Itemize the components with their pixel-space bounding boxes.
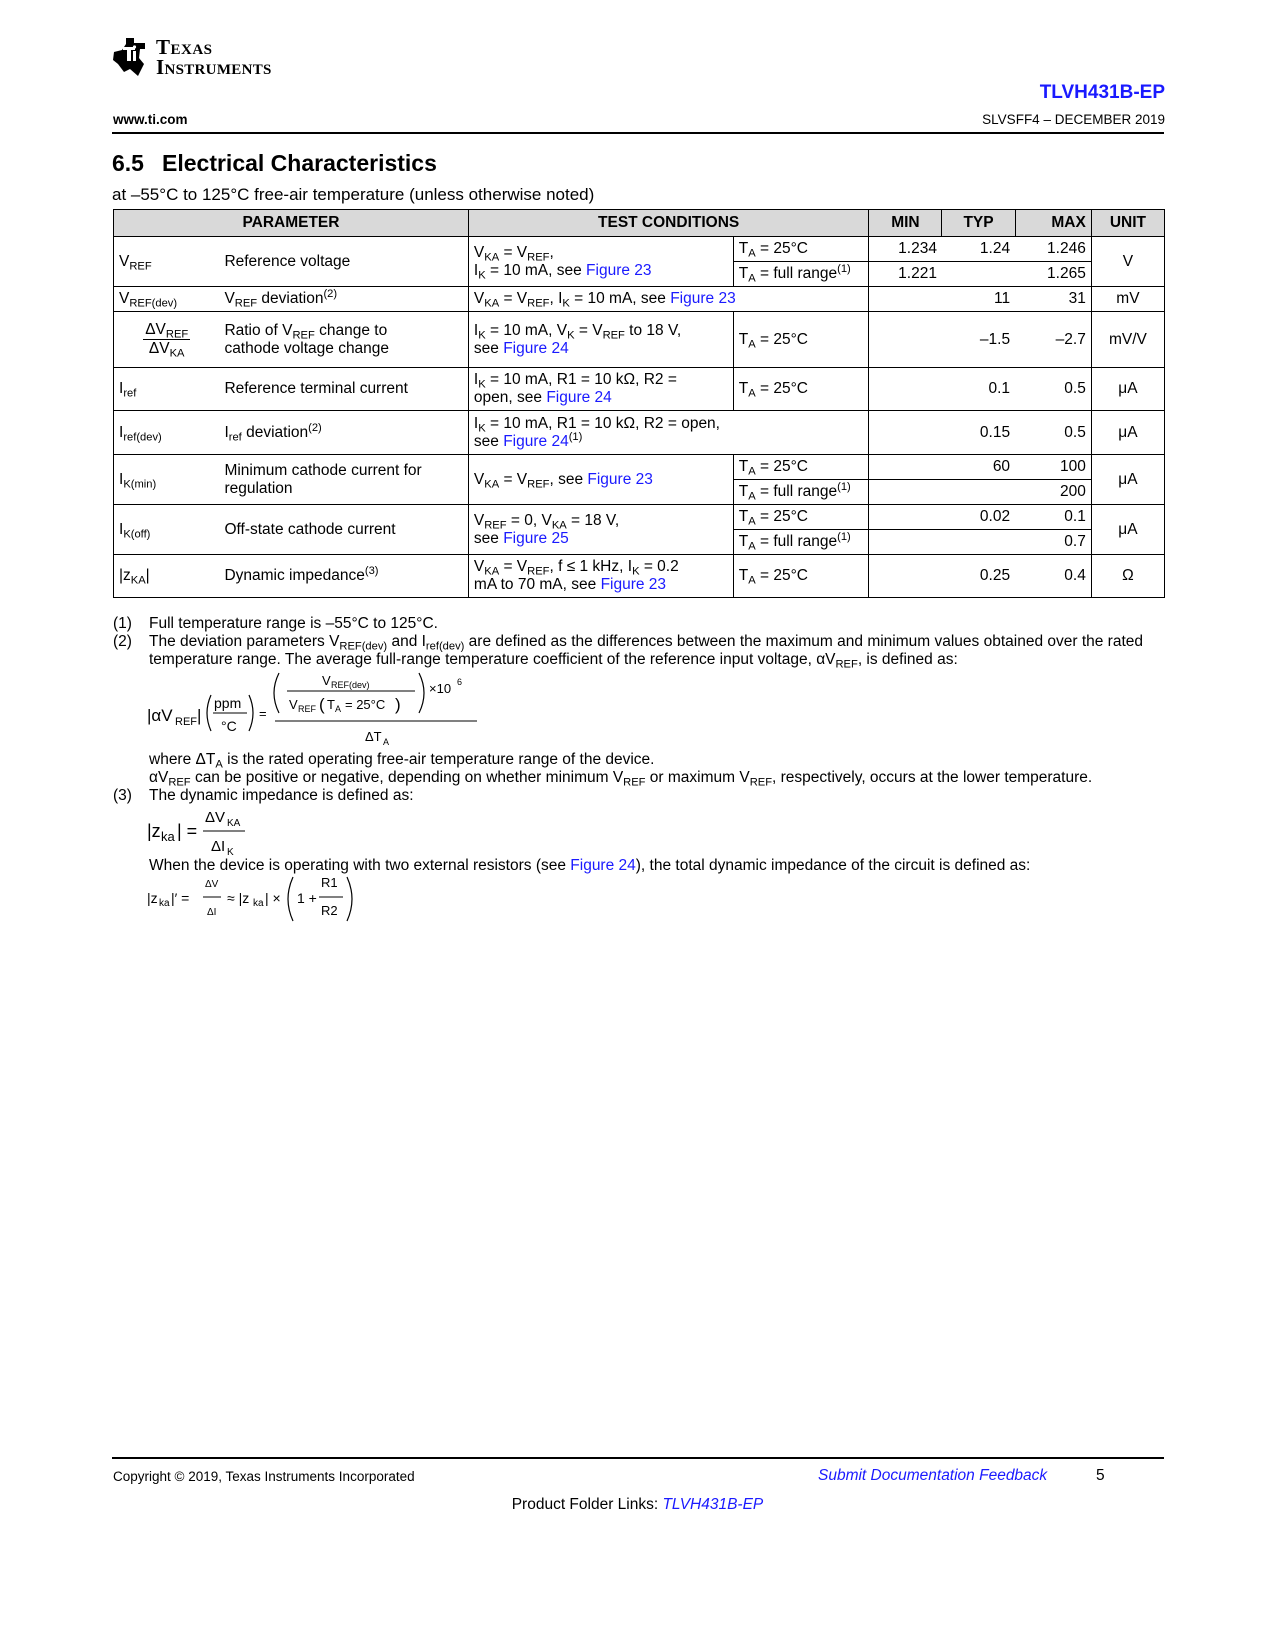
total-impedance-formula (147, 875, 367, 923)
table-header-row (114, 210, 1165, 237)
max-value: 1.246 (1015, 237, 1091, 262)
svg-text:A: A (335, 704, 342, 714)
figure-24-link[interactable]: Figure 24 (503, 432, 569, 450)
svg-text:= 25°C: = 25°C (345, 697, 386, 712)
ta-value: full range (773, 533, 838, 550)
typ-value: 0.02 (942, 505, 1015, 530)
typ-value (942, 530, 1015, 555)
table-row (114, 287, 1165, 312)
temp-condition: $T_A = 25^\circ C$ (733, 555, 869, 598)
param-desc-line1: Minimum cathode current for (224, 461, 422, 479)
figure-23-link[interactable]: Figure 23 (670, 290, 736, 307)
svg-text:ΔV: ΔV (205, 879, 219, 890)
ta-value: 25°C (773, 567, 808, 584)
svg-text:V: V (322, 673, 331, 688)
svg-text:|z: |z (147, 890, 158, 906)
note-3-title: The dynamic impedance is defined as: (149, 787, 414, 804)
feedback-link[interactable]: Submit Documentation Feedback (818, 1467, 1048, 1484)
svg-text:ka: ka (253, 898, 264, 909)
param-desc-line2: regulation (224, 479, 293, 497)
max-value: 1.265 (1015, 262, 1091, 287)
param-desc: Ratio of $V_{REF}$ change to cathode voltage change (219, 312, 468, 368)
section-title-text: Electrical Characteristics (162, 150, 437, 176)
product-folder-link[interactable]: TLVH431B-EP (662, 1496, 764, 1513)
svg-text:ΔI: ΔI (207, 907, 217, 918)
svg-text:REF: REF (175, 716, 197, 728)
max-value: 100 (1015, 455, 1091, 480)
param-desc: Off-state cathode current (219, 505, 468, 555)
note-3-text-pre: When the device is operating with two external resistors (see (149, 857, 571, 874)
svg-text:6: 6 (457, 677, 463, 687)
svg-text:(: ( (319, 695, 325, 714)
test-condition: $I_K = 10$ mA, R1 = 10 kΩ, R2 = open, see Figure 24$^{(1)}$ (468, 411, 868, 455)
unit-value: μA (1091, 368, 1164, 411)
header-test-conditions: TEST CONDITIONS (468, 210, 868, 237)
note-2: (2) The deviation parameters $V_{REF(dev)}$ and $I_{ref(dev)}$ are defined as the differences between the maximum and minimum values obtained over the rated temperature range. The average full-range temperature coefficient of the reference input voltage, $\alpha V_{REF}$, is defined as: |αV REF | ppm °C = V REF(dev) V REF ( T A = 25°C ) ×10 6 ΔT A where $\Delta T_A$ is the rated operating free-air temperature range of the device. $\alpha V_{REF}$ can be positive or negative, depending on whether minimum $V_{REF}$ or maximum $V_{REF}$, respectively, occurs at the lower temperature. (113, 633, 1173, 787)
test-condition: $I_K = 10$ mA, R1 = 10 kΩ, R2 = open, see Figure 24 (468, 368, 733, 411)
param-desc-text: deviation (246, 423, 309, 441)
test-condition: $I_K = 10$ mA, $V_K = V_{REF}$ to 18 V, see Figure 24 (468, 312, 733, 368)
section-title (112, 150, 437, 177)
svg-text:V: V (289, 697, 298, 712)
svg-text:|z: |z (147, 821, 161, 841)
table-row (114, 312, 1165, 368)
table-row (114, 368, 1165, 411)
svg-text:T: T (327, 697, 335, 712)
param-desc-text: Dynamic impedance (224, 567, 365, 584)
test-condition: $V_{KA} = V_{REF}$, see Figure 23 (468, 455, 733, 505)
temp-condition: $T_A = 25^\circ C$ (733, 312, 869, 368)
max-value: 0.7 (1015, 530, 1091, 555)
figure-24-link[interactable]: Figure 24 (546, 389, 612, 406)
typ-value: –1.5 (942, 312, 1015, 368)
svg-text:): ) (395, 695, 401, 714)
test-condition: $V_{KA} = V_{REF}$, f ≤ 1 kHz, $I_K = 0.2$ mA to 70 mA, see Figure 23 (468, 555, 733, 598)
min-value: 1.221 (869, 262, 942, 287)
unit-value: μA (1091, 505, 1164, 555)
svg-text:|′ =: |′ = (171, 890, 190, 906)
param-desc-line2: cathode voltage change (224, 339, 390, 357)
param-symbol: $\frac{\Delta V_{REF}}{\Delta V_{KA}}$ (114, 312, 220, 368)
svg-text:×10: ×10 (429, 681, 452, 696)
ta-value: 25°C (773, 508, 808, 525)
table-row (114, 555, 1165, 598)
svg-text:|αV: |αV (147, 706, 173, 725)
ta-value: full range (773, 483, 838, 500)
param-symbol: $I_{ref}$ (114, 368, 220, 411)
param-desc: $V_{REF}$ deviation$^{(2)}$ (219, 287, 468, 312)
page-number: 5 (1096, 1467, 1105, 1484)
ta-value: full range (773, 265, 838, 282)
table-row (114, 411, 1165, 455)
header-parameter: PARAMETER (114, 210, 469, 237)
unit-value: V (1091, 237, 1164, 287)
note-2-sign: $\alpha V_{REF}$ can be positive or negative, depending on whether minimum $V_{REF}$ or maximum $V_{REF}$, respectively, occurs at the lower temperature. (149, 769, 1093, 789)
header-min: MIN (869, 210, 942, 237)
ti-logo-icon (112, 36, 150, 78)
table-row (114, 237, 1165, 262)
param-symbol: $V_{REF(dev)}$ (114, 287, 220, 312)
param-symbol: $I_{K(off)}$ (114, 505, 220, 555)
table-row (114, 505, 1165, 530)
svg-text:ΔV: ΔV (205, 809, 226, 826)
brand-line2: Instruments (156, 55, 272, 79)
temp-condition: $T_A = 25^\circ C$ (733, 505, 869, 530)
svg-text:°C: °C (221, 718, 237, 734)
max-value: 0.5 (1015, 368, 1091, 411)
min-value (869, 312, 942, 368)
header-typ: TYP (942, 210, 1015, 237)
note-2-where-text: is the rated operating free-air temperature range of the device. (227, 751, 655, 768)
typ-value (942, 262, 1015, 287)
typ-value: 0.25 (942, 555, 1015, 598)
temp-condition: $T_A$ = full range$^{(1)}$ (733, 530, 869, 555)
param-desc: Dynamic impedance$^{(3)}$ (219, 555, 468, 598)
header-max: MAX (1015, 210, 1091, 237)
param-symbol: $|z_{KA}|$ (114, 555, 220, 598)
min-value (869, 411, 942, 455)
figure-24-link[interactable]: Figure 24 (503, 339, 569, 357)
typ-value: 0.1 (942, 368, 1015, 411)
min-value (869, 505, 942, 530)
svg-text:ppm: ppm (214, 695, 242, 711)
param-desc: Reference voltage (219, 237, 468, 287)
zka-formula (147, 805, 267, 857)
svg-text:ΔT: ΔT (365, 729, 382, 744)
max-value: 0.1 (1015, 505, 1091, 530)
svg-text:KA: KA (227, 818, 241, 829)
figure-23-link[interactable]: Figure 23 (586, 261, 652, 279)
max-value: 31 (1015, 287, 1091, 312)
min-value (869, 287, 942, 312)
ti-logo (112, 36, 272, 78)
svg-text:ka: ka (161, 829, 175, 844)
figure-23-link[interactable]: Figure 23 (600, 576, 667, 593)
svg-text:A: A (383, 737, 390, 747)
table-row (114, 455, 1165, 480)
param-desc (219, 455, 468, 505)
svg-text:ΔI: ΔI (211, 838, 226, 855)
unit-value: Ω (1091, 555, 1164, 598)
svg-text:ka: ka (159, 898, 170, 909)
note-2-sign-text: can be positive or negative, depending on whether minimum V (194, 769, 624, 786)
note-3-text-post: ), the total dynamic impedance of the circuit is defined as: (635, 857, 1031, 874)
unit-value: μA (1091, 411, 1164, 455)
svg-text:|: | (197, 706, 202, 725)
min-value (869, 368, 942, 411)
note-1: (1) Full temperature range is –55°C to 125°C. (113, 615, 1173, 633)
svg-text:1 +: 1 + (297, 890, 317, 906)
param-desc: Reference terminal current (219, 368, 468, 411)
test-condition: $V_{KA} = V_{REF}$, $I_K = 10$ mA, see Figure 23 (468, 237, 733, 287)
param-desc: $I_{ref}$ deviation$^{(2)}$ (219, 411, 468, 455)
note-2-text: The deviation parameters $V_{REF(dev)}$ and $I_{ref(dev)}$ are defined as the differences between the maximum and minimum values obtained over the rated temperature range. The average full-range temperature coefficient of the reference input voltage, $\alpha V_{REF}$, is defined as: (149, 633, 1144, 671)
svg-text:=: = (259, 706, 267, 721)
typ-value: 1.24 (942, 237, 1015, 262)
unit-value: μA (1091, 455, 1164, 505)
svg-text:K: K (227, 847, 234, 857)
product-folder-links (0, 1496, 1275, 1514)
table-notes (113, 615, 1173, 923)
temp-condition: $T_A = 25^\circ C$ (733, 237, 869, 262)
ta-value: 25°C (773, 330, 808, 348)
max-value: 0.5 (1015, 411, 1091, 455)
header-unit: UNIT (1091, 210, 1164, 237)
max-value: –2.7 (1015, 312, 1091, 368)
copyright: Copyright © 2019, Texas Instruments Incorporated (113, 1469, 415, 1484)
figure-23-link[interactable]: Figure 23 (587, 470, 653, 488)
note-2-where: where $\Delta T_A$ is the rated operating free-air temperature range of the device. (149, 751, 655, 771)
website-link[interactable]: www.ti.com (113, 112, 188, 127)
test-condition: $V_{REF} = 0$, $V_{KA} = 18$ V, see Figure 25 (468, 505, 733, 555)
footer-rule (112, 1457, 1164, 1459)
svg-text:| =: | = (177, 821, 198, 841)
doc-id: SLVSFF4 – DECEMBER 2019 (982, 112, 1165, 127)
typ-value: 0.15 (942, 411, 1015, 455)
brand-line1: Texas (156, 35, 213, 59)
test-condition: $V_{KA} = V_{REF}$, $I_K = 10$ mA, see Figure 23 (468, 287, 868, 312)
min-value (869, 530, 942, 555)
typ-value: 60 (942, 455, 1015, 480)
part-number[interactable]: TLVH431B-EP (1039, 82, 1165, 103)
figure-24-link[interactable]: Figure 24 (570, 857, 636, 874)
param-symbol: $I_{ref(dev)}$ (114, 411, 220, 455)
min-value (869, 455, 942, 480)
param-desc-text: deviation (261, 290, 324, 307)
figure-25-link[interactable]: Figure 25 (503, 529, 569, 547)
min-value (869, 555, 942, 598)
section-number: 6.5 (112, 150, 144, 176)
typ-value (942, 480, 1015, 505)
temp-condition: $T_A = 25^\circ C$ (733, 368, 869, 411)
max-value: 200 (1015, 480, 1091, 505)
note-1-text: Full temperature range is –55°C to 125°C. (149, 615, 438, 632)
note-3: (3) The dynamic impedance is defined as: |z ka | = ΔV KA ΔI K When the device is operating with two external resistors (see Figure 24), the total dynamic impedance of the circuit is defined as: |z ka |′ = ΔV ΔI ≈ |z ka | × 1 + R1 R2 (113, 787, 1173, 923)
product-folder-label: Product Folder Links: (511, 1496, 663, 1513)
min-value (869, 480, 942, 505)
note-3-text (149, 857, 1173, 875)
header-rule (112, 132, 1164, 134)
temp-condition: $T_A$ = full range$^{(1)}$ (733, 262, 869, 287)
section-subtitle: at –55°C to 125°C free-air temperature (unless otherwise noted) (112, 185, 595, 204)
param-symbol: $I_{K(min)}$ (114, 455, 220, 505)
electrical-characteristics-table (113, 209, 1165, 598)
unit-value: mV (1091, 287, 1164, 312)
temp-condition: $T_A$ = full range$^{(1)}$ (733, 480, 869, 505)
unit-value: mV/V (1091, 312, 1164, 368)
ta-value: 25°C (773, 240, 808, 257)
min-value: 1.234 (869, 237, 942, 262)
typ-value: 11 (942, 287, 1015, 312)
svg-text:R1: R1 (321, 875, 338, 890)
ta-value: 25°C (773, 380, 808, 397)
svg-text:REF: REF (298, 704, 316, 714)
ta-value: 25°C (773, 458, 808, 475)
temp-condition: $T_A = 25^\circ C$ (733, 455, 869, 480)
svg-text:≈ |z: ≈ |z (227, 890, 250, 906)
alpha-vref-formula (147, 671, 487, 751)
svg-text:REF(dev): REF(dev) (331, 680, 370, 690)
max-value: 0.4 (1015, 555, 1091, 598)
svg-text:| ×: | × (265, 890, 281, 906)
param-symbol: $V_{REF}$ (114, 237, 220, 287)
svg-text:R2: R2 (321, 903, 338, 918)
